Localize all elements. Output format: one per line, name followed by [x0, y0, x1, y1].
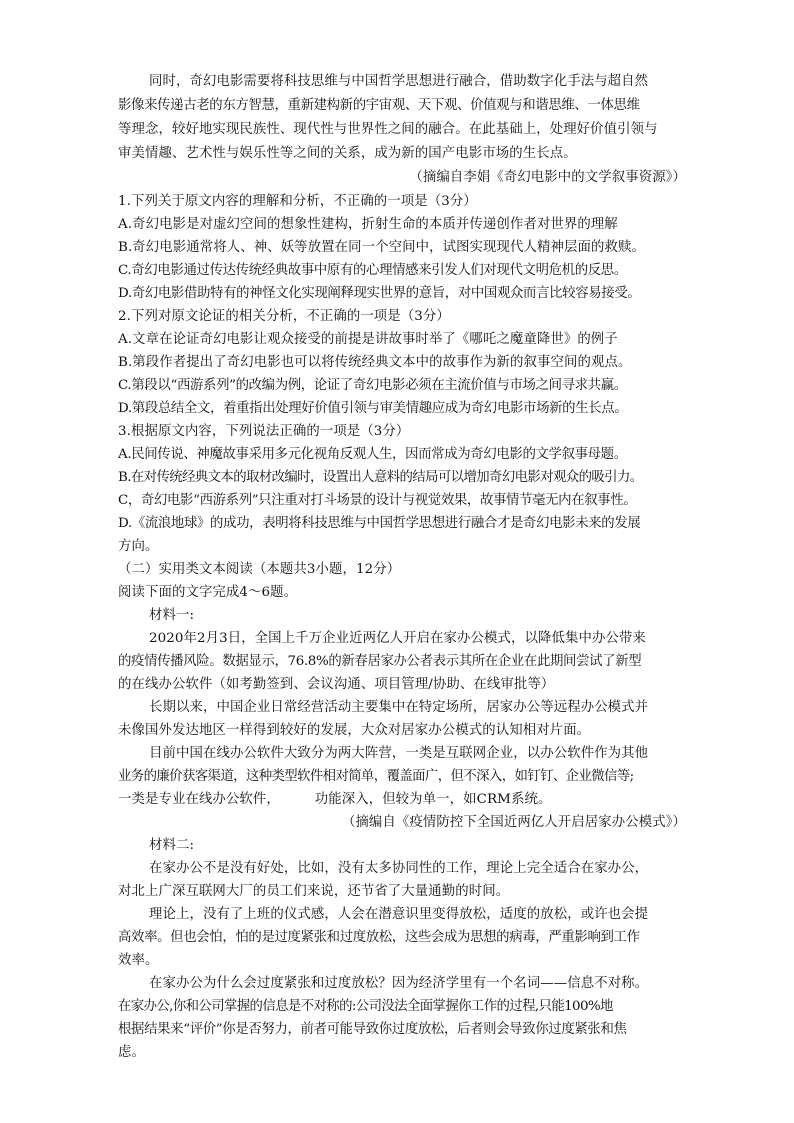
material-line: 理论上，没有了上班的仪式感，人会在潜意识里变得放松，适度的放松，或许也会提 — [149, 907, 649, 922]
material-line: 效率。 — [118, 953, 159, 968]
material-line: 虑。 — [118, 1045, 145, 1060]
answer-option: C.第段以“西游系列”的改编为例，论证了奇幻电影必须在主流价值与市场之间寻求共赢。 — [118, 378, 627, 393]
source-citation: （摘编自《疫情防控下全国近两亿人开启居家办公模式》） — [341, 815, 686, 830]
material-line: 业务的廉价获客渠道，这种类型软件相对简单，覆盖面广，但不深入，如钉钉、企业微信等; — [118, 769, 634, 784]
material-line: 高效率。但也会怕，怕的是过度紧张和过度放松，这些会成为思想的病毒，严重影响到工作 — [118, 930, 640, 945]
question-stem: 1.下列关于原文内容的理解和分析，不正确的一项是（3分） — [118, 194, 477, 209]
passage-line: 同时，奇幻电影需要将科技思维与中国哲学思想进行融合，借助数字化手法与超自然 — [149, 74, 649, 89]
material-line: 根据结果来“评价”你是否努力，前者可能导致你过度放松，后者则会导致你过度紧张和焦 — [118, 1022, 627, 1037]
material-line: 一类是专业在线办公软件， 功能深入，但较为单一，如CRM系统。 — [118, 792, 552, 807]
passage-line: 等理念，较好地实现民族性、现代性与世界性之间的融合。在此基础上，处理好价值引领与 — [118, 122, 658, 137]
material-line: 在家办公不是没有好处，比如，没有太多协同性的工作，理论上完全适合在家办公， — [149, 861, 649, 876]
material-line: 对北上广深互联网大厂的员工们来说，还节省了大量通勤的时间。 — [118, 884, 510, 899]
material-label: 材料二: — [149, 838, 195, 853]
answer-option-continued: 方向。 — [118, 539, 159, 554]
material-line: 在家办公,你和公司掌握的信息是不对称的:公司没法全面掌握你工作的过程,只能100%地 — [118, 999, 613, 1014]
answer-option: A.民间传说、神魔故事采用多元化视角反观人生，因而常成为奇幻电影的文学叙事母题。 — [118, 447, 627, 462]
answer-option: C，奇幻电影“西游系列”只注重对打斗场景的设计与视觉效果，故事情节毫无内在叙事性。 — [118, 493, 637, 508]
answer-option: A.文章在论证奇幻电影让观众接受的前提是讲故事时举了《哪吒之魔童降世》的例子 — [118, 332, 618, 347]
material-line: 目前中国在线办公软件大致分为两大阵营，一类是互联网企业，以办公软件作为其他 — [149, 746, 649, 761]
answer-option: D.《流浪地球》的成功，表明将科技思维与中国哲学思想进行融合才是奇幻电影未来的发展 — [118, 516, 641, 531]
question-stem: 3.根据原文内容，下列说法正确的一项是（3分） — [118, 424, 410, 439]
material-line: 的在线办公软件（如考勤签到、会议沟通、项目管理/协助、在线审批等） — [118, 677, 555, 692]
material-line: 的疫情传播风险。数据显示，76.8%的新春居家办公者表示其所在企业在此期间尝试了新型 — [118, 654, 642, 669]
material-line: 长期以来，中国企业日常经营活动主要集中在特定场所，居家办公等远程办公模式并 — [149, 700, 649, 715]
section-heading: （二）实用类文本阅读（本题共3小题，12分） — [118, 562, 401, 577]
answer-option: C.奇幻电影通过传达传统经典故事中原有的心理情感来引发人们对现代文明危机的反思。 — [118, 263, 627, 278]
passage-line: 审美情趣、艺术性与娱乐性等之间的关系，成为新的国产电影市场的生长点。 — [118, 146, 577, 161]
material-label: 材料一: — [149, 608, 195, 623]
answer-option: B.在对传统经典文本的取材改编时，设置出人意料的结局可以增加奇幻电影对观众的吸引力。 — [118, 470, 643, 485]
answer-option: A.奇幻电影是对虚幻空间的想象性建构，折射生命的本质并传递创作者对世界的理解 — [118, 217, 618, 232]
answer-option: D.第段总结全文，着重指出处理好价值引领与审美情趣应成为奇幻电影市场新的生长点。 — [118, 401, 628, 416]
answer-option: B.第段作者提出了奇幻电影也可以将传统经典文本中的故事作为新的叙事空间的观点。 — [118, 355, 632, 370]
passage-line: 影像来传递古老的东方智慧，重新建构新的宇宙观、天下观、价值观与和谐思维、一体思维 — [118, 98, 640, 113]
question-stem: 2.下列对原文论证的相关分析，不正确的一项是（3分） — [118, 309, 450, 324]
material-line: 2020年2月3日，全国上千万企业近两亿人开启在家办公模式，以降低集中办公带来 — [149, 631, 646, 646]
source-citation: （摘编自李娟《奇幻电影中的文学叙事资源》） — [409, 170, 686, 185]
answer-option: D.奇幻电影借助特有的神怪文化实现阐释现实世界的意旨，对中国观众而言比较容易接受。 — [118, 286, 641, 301]
section-instruction: 阅读下面的文字完成4～6题。 — [118, 585, 298, 600]
material-line: 在家办公为什么会过度紧张和过度放松？因为经济学里有一个名词——信息不对称。 — [149, 976, 649, 991]
material-line: 未像国外发达地区一样得到较好的发展，大众对居家办公模式的认知相对片面。 — [118, 723, 591, 738]
answer-option: B.奇幻电影通常将人、神、妖等放置在同一个空间中，试图实现现代人精神层面的救赎。 — [118, 240, 645, 255]
